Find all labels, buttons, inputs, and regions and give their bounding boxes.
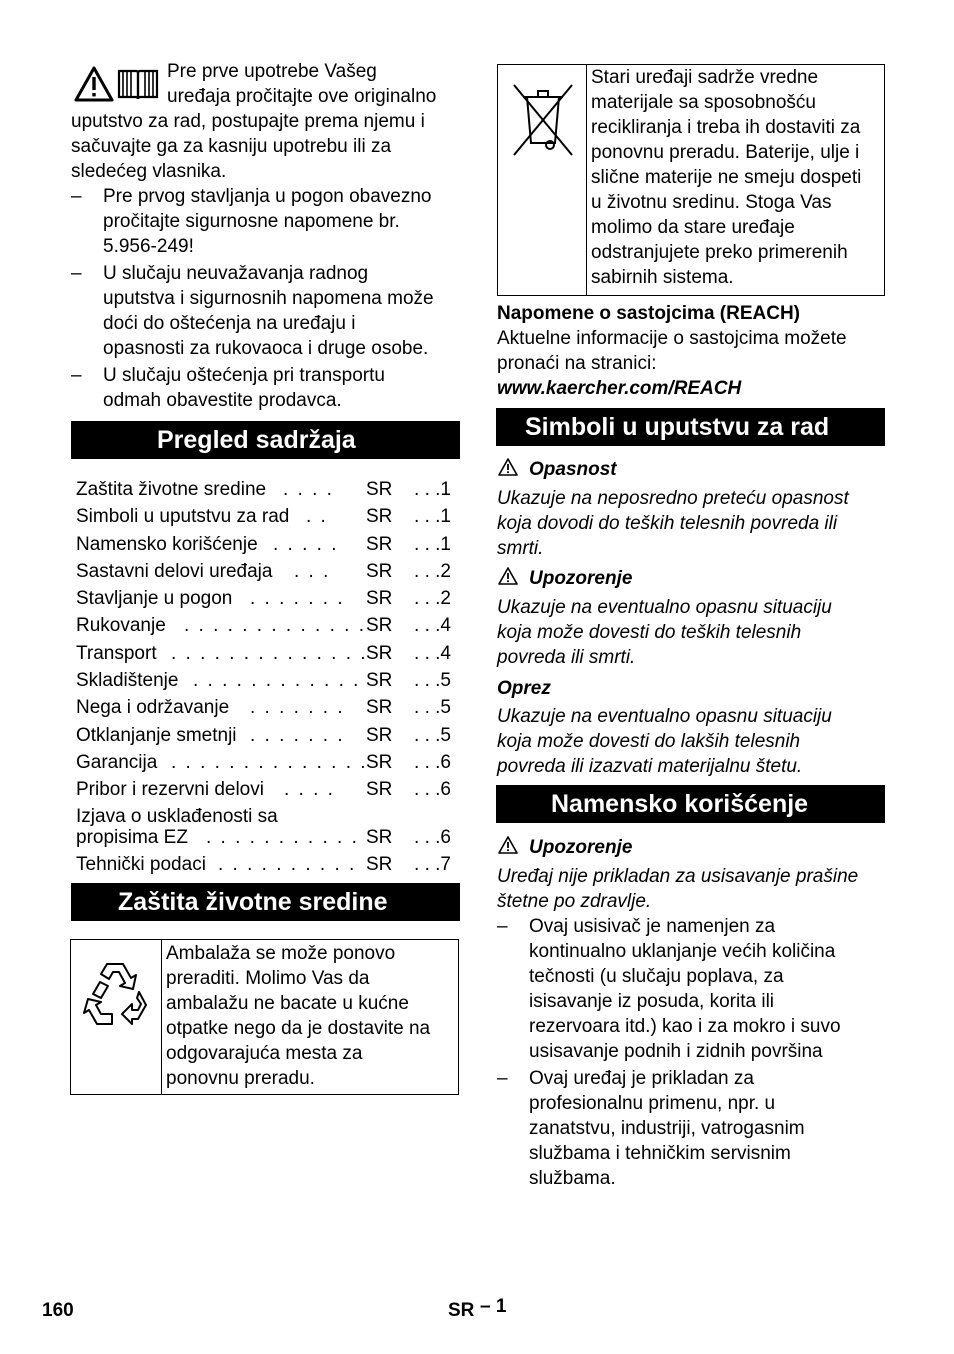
weee-text-line: sabirnih sistema. bbox=[591, 267, 734, 288]
toc-row-lang: SR bbox=[366, 643, 393, 664]
toc-row-page[interactable]: . . .5 bbox=[414, 725, 451, 746]
bullet-text: U slučaju neuvažavanja radnog bbox=[103, 263, 369, 284]
toc-row-title[interactable]: Simboli u uputstvu za rad bbox=[76, 506, 290, 527]
env-text-line: Ambalaža se može ponovo bbox=[166, 943, 396, 964]
box-divider bbox=[586, 65, 587, 295]
env-text-line: ponovnu preradu. bbox=[166, 1068, 315, 1089]
env-text-line: ambalažu ne bacate u kućne bbox=[166, 993, 409, 1014]
bullet-dash: – bbox=[497, 916, 508, 937]
toc-row-page[interactable]: . . .2 bbox=[414, 588, 451, 609]
toc-row-title[interactable]: Pribor i rezervni delovi bbox=[76, 779, 264, 800]
intended-use-heading-text: Namensko korišćenje bbox=[551, 790, 809, 818]
bullet-dash: – bbox=[497, 1068, 508, 1089]
weee-text-line: u životnu sredinu. Stoga Vas bbox=[591, 192, 832, 213]
toc-row-lang: SR bbox=[366, 561, 393, 582]
toc-heading bbox=[71, 421, 460, 459]
toc-row-lang: SR bbox=[366, 588, 393, 609]
caution-text-line: koja može dovesti do lakših telesnih bbox=[497, 731, 801, 752]
warning-label: Upozorenje bbox=[529, 568, 633, 589]
warning-text-line: Ukazuje na eventualno opasnu situaciju bbox=[497, 597, 832, 618]
caution-text-line: Ukazuje na eventualno opasnu situaciju bbox=[497, 706, 832, 727]
toc-row-dots: . . . . . . . . . . . bbox=[206, 827, 359, 848]
caution-text-line: povreda ili izazvati materijalnu štetu. bbox=[497, 756, 803, 777]
intro-text-line: Pre prve upotrebe Vašeg bbox=[167, 61, 377, 82]
toc-row-page[interactable]: . . .1 bbox=[414, 479, 451, 500]
weee-text-line: ponovnu preradu. Baterije, ulje i bbox=[591, 142, 860, 163]
bullet-dash: – bbox=[71, 263, 82, 284]
toc-row-page[interactable]: . . .5 bbox=[414, 670, 451, 691]
toc-row-lang: SR bbox=[366, 779, 393, 800]
bullet-text: opasnosti za rukovaoca i druge osobe. bbox=[103, 338, 429, 359]
symbols-heading bbox=[496, 408, 885, 446]
toc-row-dots: . . bbox=[306, 506, 328, 527]
toc-row-title[interactable]: Skladištenje bbox=[76, 670, 179, 691]
toc-row-title[interactable]: propisima EZ bbox=[76, 827, 188, 848]
env-text-line: odgovarajuća mesta za bbox=[166, 1043, 363, 1064]
bullet-text: doći do oštećenja na uređaju i bbox=[103, 313, 356, 334]
toc-row-dots: . . . bbox=[294, 561, 331, 582]
toc-row-page[interactable]: . . .2 bbox=[414, 561, 451, 582]
toc-row-title[interactable]: Nega i održavanje bbox=[76, 697, 230, 718]
intended-warning-text-line: Uređaj nije prikladan za usisavanje prašine bbox=[497, 866, 859, 887]
toc-row-lang: SR bbox=[366, 670, 393, 691]
caution-label: Oprez bbox=[497, 678, 551, 699]
manual-book-icon bbox=[116, 66, 160, 102]
weee-text-line: recikliranja i treba ih dostaviti za bbox=[591, 117, 861, 138]
warning-text-line: koja može dovesti do teških telesnih bbox=[497, 622, 802, 643]
page-number: 160 bbox=[42, 1300, 74, 1321]
toc-row-page[interactable]: . . .1 bbox=[414, 534, 451, 555]
toc-row-lang: SR bbox=[366, 752, 393, 773]
toc-row-dots: . . . . . bbox=[273, 534, 339, 555]
bullet-text: službama i tehničkim servisnim bbox=[529, 1143, 791, 1164]
toc-row-dots: . . . . . . . bbox=[250, 588, 345, 609]
toc-row-dots: . . . . . . . . . . . . . bbox=[184, 615, 366, 636]
toc-row-title[interactable]: Rukovanje bbox=[76, 615, 166, 636]
toc-row-lang: SR bbox=[366, 697, 393, 718]
toc-row-dots: . . . . bbox=[283, 479, 334, 500]
reach-text-line: Aktuelne informacije o sastojcima možete bbox=[497, 328, 847, 349]
intro-text-line: uređaja pročitajte ove originalno bbox=[167, 86, 437, 107]
toc-row-title[interactable]: Sastavni delovi uređaja bbox=[76, 561, 273, 582]
weee-info-box bbox=[497, 64, 885, 296]
toc-row-page[interactable]: . . .5 bbox=[414, 697, 451, 718]
intro-text-line: sačuvajte ga za kasniju upotrebu ili za bbox=[71, 136, 392, 157]
env-info-box bbox=[70, 939, 459, 1095]
weee-text-line: Stari uređaji sadrže vredne bbox=[591, 67, 819, 88]
bullet-text: 5.956-249! bbox=[103, 236, 194, 257]
toc-row-title[interactable]: Transport bbox=[76, 643, 157, 664]
toc-row-lang: SR bbox=[366, 725, 393, 746]
toc-row-dots: . . . . . . . . . . . . bbox=[193, 670, 361, 691]
toc-row-page[interactable]: . . .7 bbox=[414, 854, 451, 875]
toc-row-lang: SR bbox=[366, 615, 393, 636]
reach-text-line: pronaći na stranici: bbox=[497, 353, 657, 374]
warning-triangle-icon bbox=[74, 66, 114, 102]
bullet-text: uputstva i sigurnosnih napomena može bbox=[103, 288, 434, 309]
toc-row-lang: SR bbox=[366, 506, 393, 527]
toc-row-page[interactable]: . . .6 bbox=[414, 779, 451, 800]
intro-text-line: uputstvo za rad, postupajte prema njemu i bbox=[71, 111, 425, 132]
env-text-line: otpatke nego da je dostavite na bbox=[166, 1018, 431, 1039]
bullet-text: odmah obavestite prodavca. bbox=[103, 390, 342, 411]
toc-heading-text: Pregled sadržaja bbox=[157, 426, 356, 454]
bullet-text: rezervoara itd.) kao i za mokro i suvo bbox=[529, 1016, 841, 1037]
warning-triangle-icon bbox=[498, 836, 518, 854]
bullet-text: usisavanje podnih i zidnih površina bbox=[529, 1041, 823, 1062]
bullet-text: U slučaju oštećenja pri transportu bbox=[103, 365, 385, 386]
recycle-icon bbox=[79, 956, 155, 1032]
reach-url-link[interactable]: www.kaercher.com/REACH bbox=[497, 378, 742, 399]
weee-text-line: odstranjujete preko primerenih bbox=[591, 242, 848, 263]
env-heading bbox=[71, 883, 460, 921]
bullet-text: kontinualno uklanjanje većih količina bbox=[529, 941, 836, 962]
intended-warning-text-line: štetne po zdravlje. bbox=[497, 891, 652, 912]
toc-row-dots: . . . . . . . . . . . . . . bbox=[171, 643, 368, 664]
bullet-dash: – bbox=[71, 365, 82, 386]
weee-text-line: slične materije ne smeju dospeti bbox=[591, 167, 862, 188]
intended-warning-label: Upozorenje bbox=[529, 837, 633, 858]
toc-row-page[interactable]: . . .6 bbox=[414, 752, 451, 773]
toc-row-lang: SR bbox=[366, 827, 393, 848]
toc-row-dots: . . . . . . . . . . bbox=[218, 854, 357, 875]
toc-row-page[interactable]: . . .1 bbox=[414, 506, 451, 527]
toc-row-title[interactable]: Izjava o usklađenosti sa bbox=[76, 806, 278, 827]
toc-row-page[interactable]: . . .4 bbox=[414, 643, 451, 664]
toc-row-lang: SR bbox=[366, 479, 393, 500]
bullet-text: tečnosti (u slučaju poplava, za bbox=[529, 966, 784, 987]
toc-row-lang: SR bbox=[366, 854, 393, 875]
danger-text-line: koja dovodi do teških telesnih povreda ili bbox=[497, 513, 838, 534]
toc-row-title[interactable]: Stavljanje u pogon bbox=[76, 588, 233, 609]
warning-text-line: povreda ili smrti. bbox=[497, 647, 636, 668]
warning-triangle-icon bbox=[498, 458, 518, 476]
intended-use-heading bbox=[496, 785, 885, 823]
toc-row-title[interactable]: Garancija bbox=[76, 752, 158, 773]
danger-text-line: smrti. bbox=[497, 538, 544, 559]
danger-text-line: Ukazuje na neposredno preteću opasnost bbox=[497, 488, 849, 509]
toc-row-title[interactable]: Tehnički podaci bbox=[76, 854, 206, 875]
toc-row-dots: . . . . . . . . . . . . . . bbox=[171, 752, 368, 773]
toc-row-dots: . . . . . . . bbox=[250, 697, 345, 718]
bullet-text: Pre prvog stavljanja u pogon obavezno bbox=[103, 186, 432, 207]
weee-text-line: materijale sa sposobnošću bbox=[591, 92, 816, 113]
toc-row-title[interactable]: Otklanjanje smetnji bbox=[76, 725, 237, 746]
box-divider bbox=[161, 940, 162, 1094]
intro-text-line: sledećeg vlasnika. bbox=[71, 161, 227, 182]
toc-row-dots: . . . . . . . bbox=[250, 725, 345, 746]
symbols-heading-text: Simboli u uputstvu za rad bbox=[525, 413, 830, 441]
env-text-line: preraditi. Molimo Vas da bbox=[166, 968, 370, 989]
env-heading-text: Zaštita životne sredine bbox=[118, 888, 388, 916]
toc-row-page[interactable]: . . .4 bbox=[414, 615, 451, 636]
bullet-text: službama. bbox=[529, 1168, 616, 1189]
footer-section-page: – 1 bbox=[480, 1296, 507, 1317]
toc-row-page[interactable]: . . .6 bbox=[414, 827, 451, 848]
bullet-text: isisavanje iz posuda, korita ili bbox=[529, 991, 775, 1012]
reach-title: Napomene o sastojcima (REACH) bbox=[497, 303, 801, 324]
bullet-text: profesionalnu primenu, npr. u bbox=[529, 1093, 776, 1114]
bullet-dash: – bbox=[71, 186, 82, 207]
bullet-text: Ovaj usisivač je namenjen za bbox=[529, 916, 776, 937]
warning-triangle-icon bbox=[498, 567, 518, 585]
toc-row-dots: . . . . bbox=[284, 779, 335, 800]
weee-text-line: molimo da stare uređaje bbox=[591, 217, 795, 238]
toc-row-title[interactable]: Namensko korišćenje bbox=[76, 534, 258, 555]
danger-label: Opasnost bbox=[529, 459, 617, 480]
toc-row-title[interactable]: Zaštita životne sredine bbox=[76, 479, 267, 500]
toc-row-lang: SR bbox=[366, 534, 393, 555]
bullet-text: Ovaj uređaj je prikladan za bbox=[529, 1068, 754, 1089]
bullet-text: pročitajte sigurnosne napomene br. bbox=[103, 211, 400, 232]
bullet-text: zanatstvu, industriji, vatrogasnim bbox=[529, 1118, 805, 1139]
footer-lang: SR bbox=[448, 1300, 475, 1321]
crossed-bin-icon bbox=[510, 81, 576, 159]
